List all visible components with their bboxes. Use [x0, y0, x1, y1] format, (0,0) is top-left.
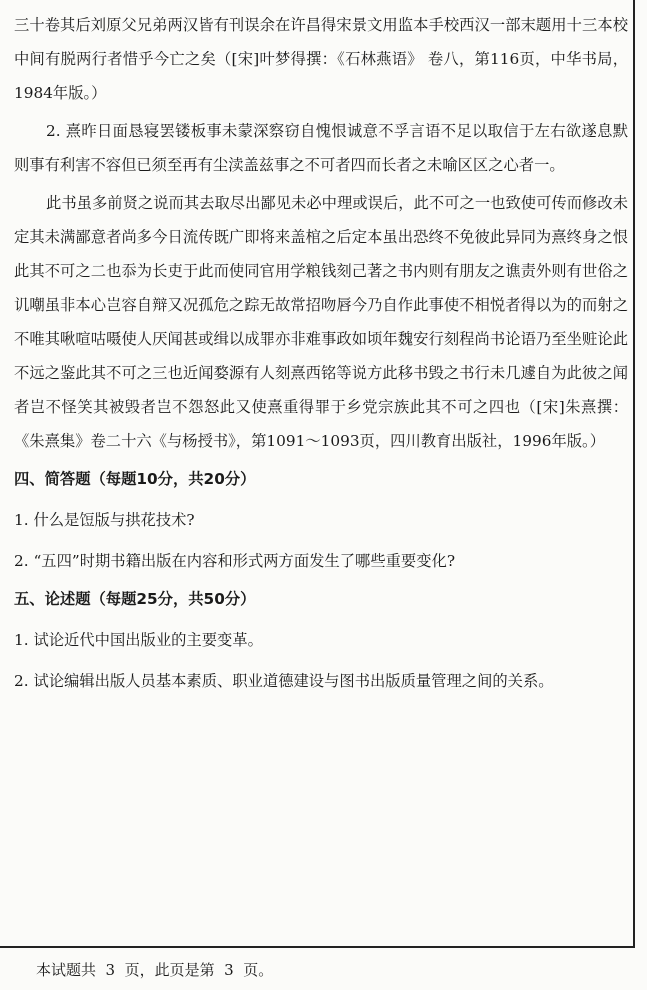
- excerpt-2-continuation: 此书虽多前贤之说而其去取尽出鄙见未必中理或误后，此不可之一也致使可传而修改未定其未满鄙意者尚多今日流传既广即将来盖棺之后定本虽出恐终不免彼此异同为熹终身之恨此其不可之二也忝为长吏于此而使同官用学粮钱刻己著之书内则有朋友之谯责外则有世俗之讥嘲虽非本心岂容自辩又况孤危之踪无故常招吻唇今乃自作此事使不相悦者得以为的而射之不唯其啾喧咕嗫使人厌闻甚或缉以成罪亦非难事政如顷年魏安行刻程尚书论语乃至坐赃论此不远之鉴此其不可之三也近闻婺源有人刻熹西铭等说方此移书毁之书行未几遽自为此彼之闻者岂不怪笑其被毁者岂不怨怒此又使熹重得罪于乡党宗族此其不可之四也（[宋]朱熹撰：《朱熹集》卷二十六《与杨授书》，第1091～1093页，四川教育出版社，1996年版。）: [14, 194, 628, 450]
- section-5-heading: 五、论述题（每题25分，共50分）: [14, 590, 256, 608]
- page-count-footer: 本试题共 3 页，此页是第 3 页。: [36, 961, 274, 979]
- section-4-question-2: 2. “五四”时期书籍出版在内容和形式两方面发生了哪些重要变化?: [14, 552, 456, 570]
- citation-paragraph-1: 三十卷其后刘原父兄弟两汉皆有刊误余在许昌得宋景文用监本手校西汉一部末题用十三本校中间有脱两行者惜乎今亡之矣（[宋]叶梦得撰：《石林燕语》 卷八，第116页，中华书局，1984年版。）: [14, 16, 628, 102]
- section-4-heading: 四、简答题（每题10分，共20分）: [14, 470, 256, 488]
- page-content: [14, 8, 628, 698]
- section-5-question-2: 2. 试论编辑出版人员基本素质、职业道德建设与图书出版质量管理之间的关系。: [14, 672, 554, 690]
- section-4-question-1: 1. 什么是饾版与拱花技术?: [14, 511, 195, 529]
- excerpt-2-paragraph: 2. 熹昨日面恳寝罢镂板事未蒙深察窃自愧恨诚意不孚言语不足以取信于左右欲遂息默则事有利害不容但已须至再有尘渎盖兹事之不可者四而长者之未喻区区之心者一。: [14, 122, 628, 174]
- section-5-question-1: 1. 试论近代中国出版业的主要变革。: [14, 631, 263, 649]
